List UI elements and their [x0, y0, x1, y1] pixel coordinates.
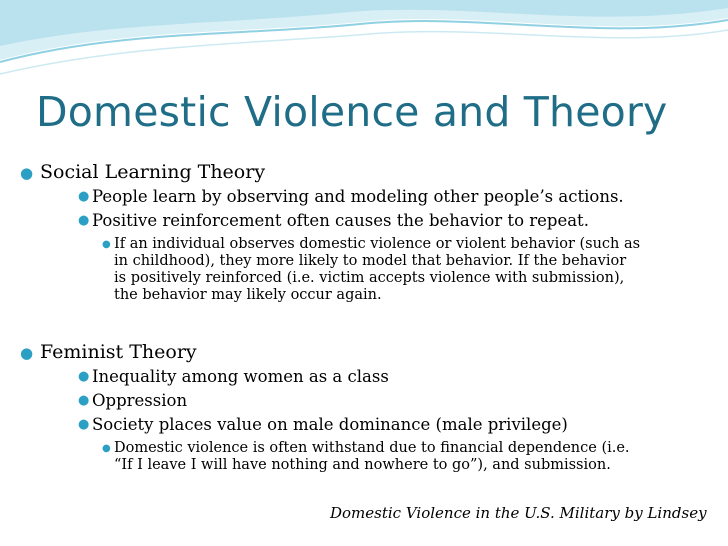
- section-heading-text: Social Learning Theory: [40, 161, 266, 183]
- sub-list-item: [102, 440, 630, 474]
- bullet-icon: ●: [20, 344, 34, 362]
- bullet-icon: ●: [102, 443, 111, 454]
- sub-list-line: the behavior may likely occur again.: [114, 287, 382, 303]
- sub-list-item-text: [114, 236, 640, 304]
- sub-list-line: Domestic violence is often withstand due to financial dependence (i.e.: [114, 440, 630, 456]
- list-item-text: Positive reinforcement often causes the behavior to repeat.: [92, 211, 589, 230]
- sub-list-line: is positively reinforced (i.e. victim accepts violence with submission),: [114, 270, 625, 286]
- sub-list-line: “If I leave I will have nothing and nowhere to go”), and submission.: [114, 457, 611, 473]
- bullet-icon: ●: [78, 213, 90, 228]
- sub-list-item-text: [114, 440, 630, 474]
- list-item: [78, 186, 624, 208]
- bullet-icon: ●: [78, 393, 90, 408]
- list-item: [78, 414, 568, 436]
- sub-list-line: in childhood), they more likely to model that behavior. If the behavior: [114, 253, 627, 269]
- bullet-icon: ●: [78, 417, 90, 432]
- citation-text: Domestic Violence in the U.S. Military by Lindsey: [330, 504, 707, 522]
- slide-title: Domestic Violence and Theory: [36, 88, 668, 136]
- section-heading-text: Feminist Theory: [40, 341, 197, 363]
- section-heading-feminist: [20, 340, 197, 364]
- sub-list-line: If an individual observes domestic violence or violent behavior (such as: [114, 236, 641, 252]
- bullet-icon: ●: [20, 164, 34, 182]
- list-item-text: Society places value on male dominance (male privilege): [92, 415, 568, 434]
- section-heading-social-learning: [20, 160, 265, 184]
- bullet-icon: ●: [78, 189, 90, 204]
- bullet-icon: ●: [102, 239, 111, 250]
- list-item: [78, 390, 187, 412]
- list-item-text: People learn by observing and modeling other people’s actions.: [92, 187, 624, 206]
- bullet-icon: ●: [78, 369, 90, 384]
- decorative-wave-banner: [0, 0, 728, 90]
- list-item-text: Oppression: [92, 391, 188, 410]
- list-item-text: Inequality among women as a class: [92, 367, 389, 386]
- list-item: [78, 366, 389, 388]
- sub-list-item: [102, 236, 640, 304]
- list-item: [78, 210, 589, 232]
